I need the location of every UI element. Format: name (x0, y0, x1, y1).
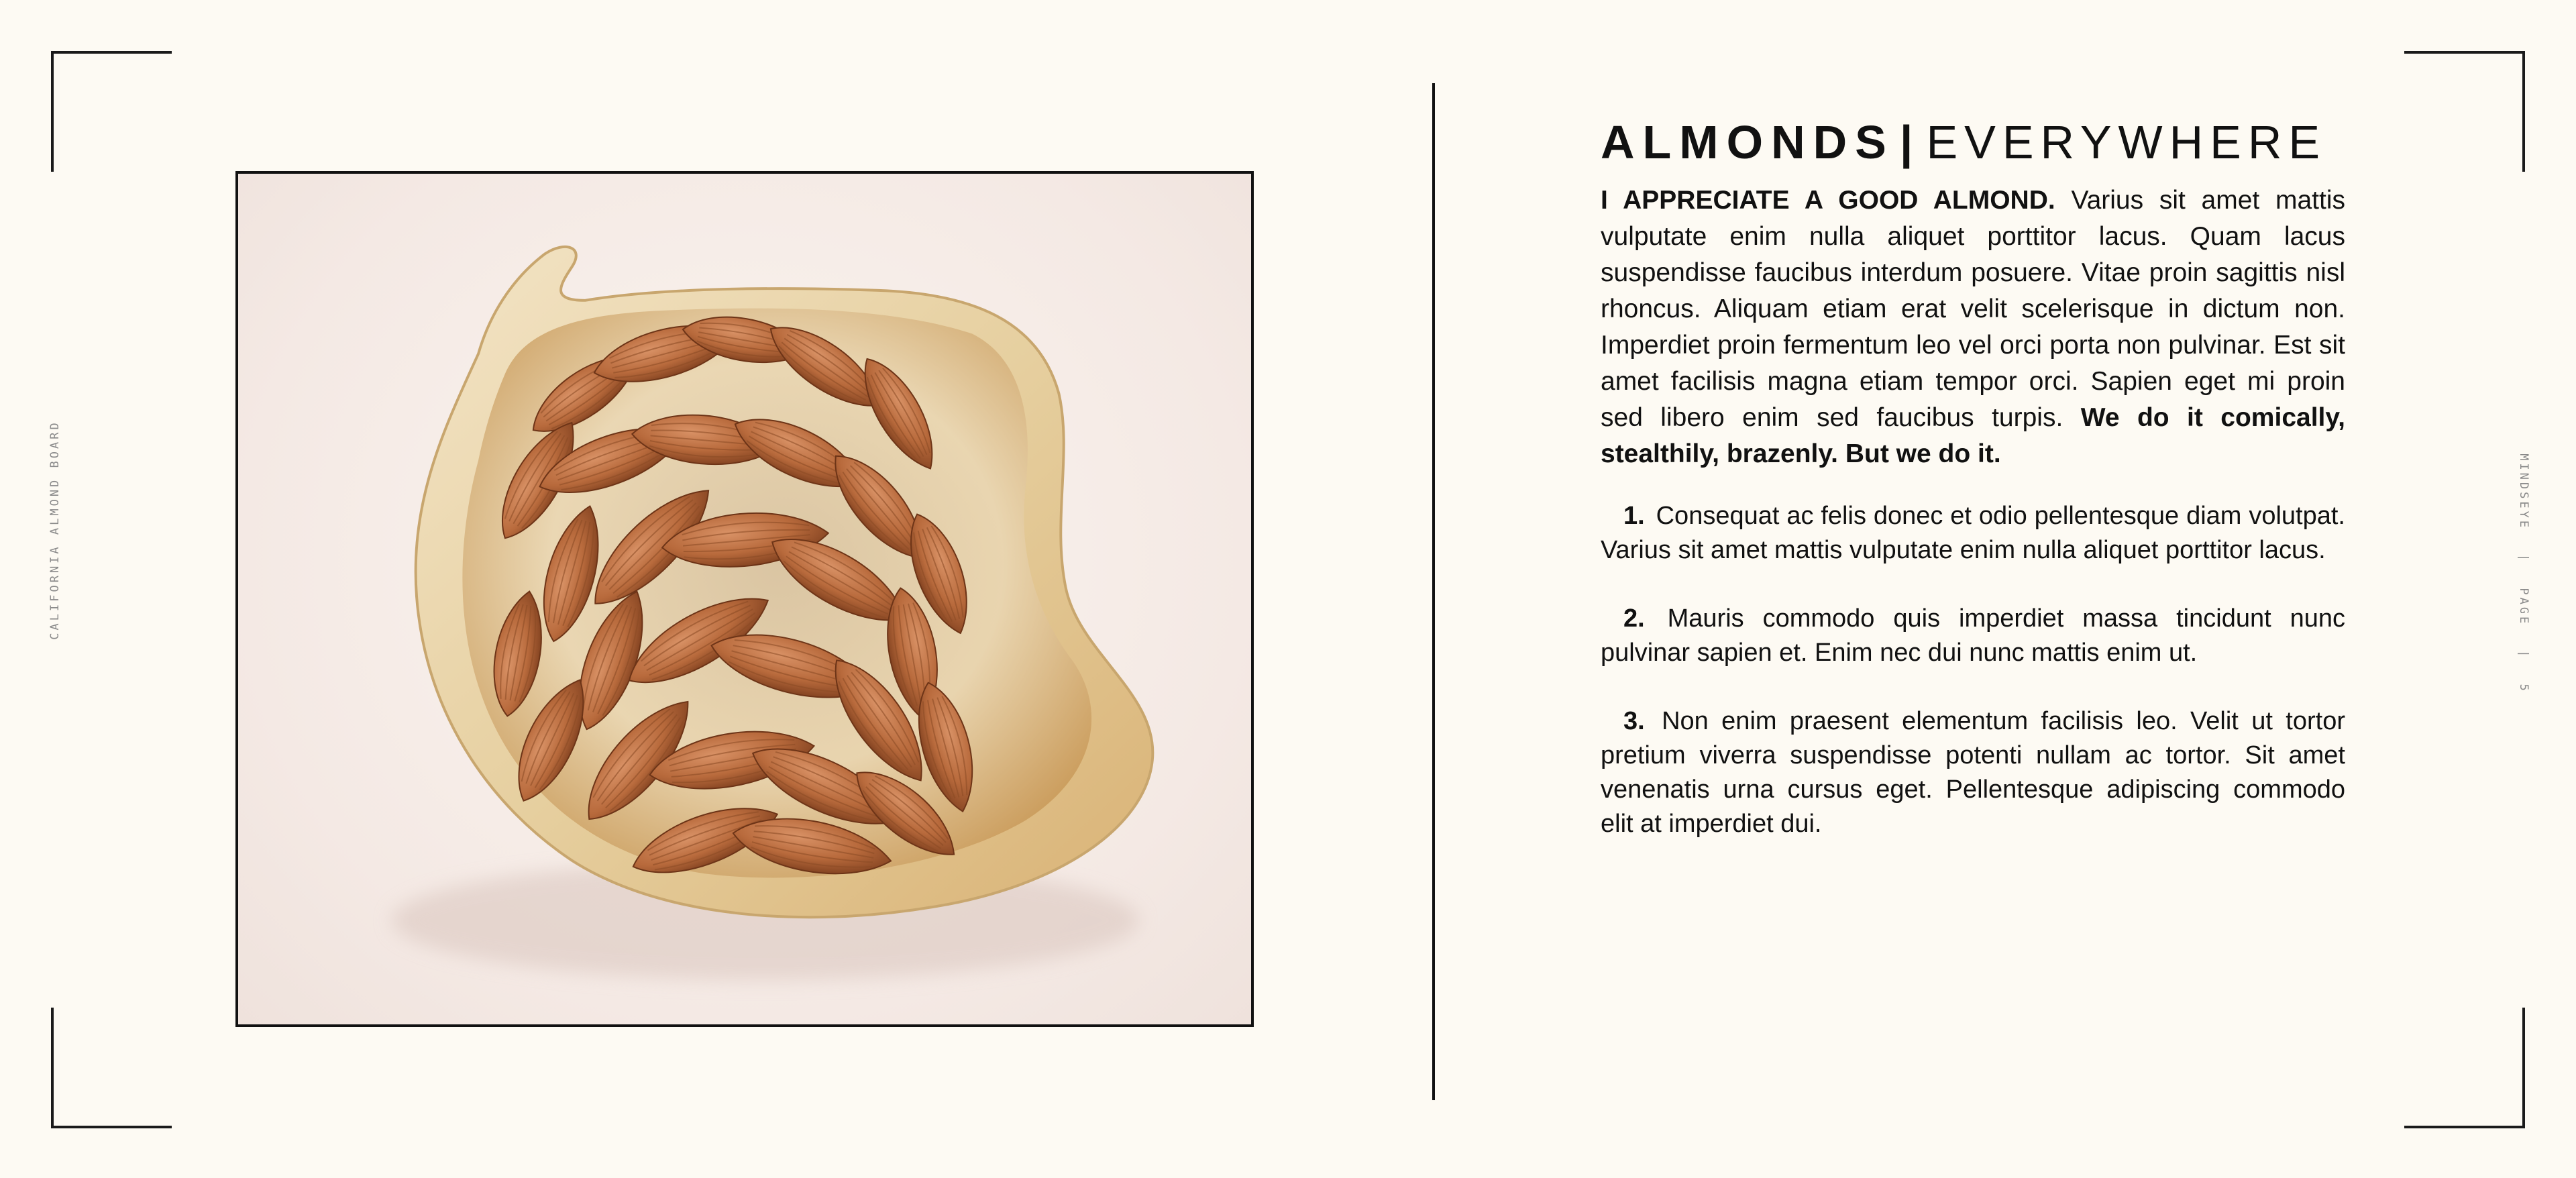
list-item (1601, 602, 2345, 670)
intro-closing: We do it comically, stealthily, brazenly. But we do it. (1601, 403, 2345, 468)
list-text: Consequat ac felis donec et odio pellentesque diam volutpat. Varius sit amet mattis vulputate enim nulla aliquet porttitor lacus. (1601, 502, 2345, 564)
sidebar-right-label (2517, 441, 2530, 706)
list-text: Mauris commodo quis imperdiet massa tincidunt nunc pulvinar sapien et. Enim nec dui nunc mattis enim ut. (1601, 604, 2345, 667)
corner-mark-bottom-right (2404, 1008, 2525, 1128)
intro-paragraph (1601, 182, 2345, 472)
list-number: 3. (1623, 707, 1645, 735)
page-divider (1432, 83, 1435, 1100)
numbered-list (1601, 499, 2345, 841)
list-text: Non enim praesent elementum facilisis leo. Velit ut tortor pretium viverra suspendisse potenti nullam ac tortor. Sit amet venenatis urna cursus eget. Pellentesque adipiscing commodo elit at imperdiet dui. (1601, 707, 2345, 838)
title-bold: ALMONDS (1601, 116, 1894, 168)
list-item (1601, 499, 2345, 568)
separator: | (2517, 650, 2530, 660)
article (1601, 113, 2345, 875)
page-title (1601, 113, 2345, 172)
intro-lead: I APPRECIATE A GOOD ALMOND. (1601, 186, 2055, 215)
sidebar-left-label: CALIFORNIA ALMOND BOARD (48, 420, 62, 640)
intro-body: Varius sit amet mattis vulputate enim nulla aliquet porttitor lacus. Quam lacus suspendisse faucibus interdum posuere. Vitae proin sagittis nisl rhoncus. Aliquam etiam erat velit scelerisque in dictum non. Imperdiet proin fermentum leo vel orci porta non pulvinar. Est sit amet facilisis magna etiam tempor orci. Sapien eget mi proin sed libero enim sed faucibus turpis. (1601, 186, 2345, 432)
page-label: PAGE (2517, 588, 2530, 627)
corner-mark-top-left (51, 51, 172, 172)
title-separator: | (1899, 116, 1913, 168)
list-number: 1. (1623, 502, 1645, 530)
brand-name: MINDSEYE (2517, 453, 2530, 531)
title-light: EVERYWHERE (1926, 116, 2327, 168)
list-number: 2. (1623, 604, 1645, 633)
almond-bowl-photo (235, 171, 1254, 1027)
page-number: 5 (2517, 684, 2530, 694)
list-item (1601, 704, 2345, 841)
corner-mark-bottom-left (51, 1008, 172, 1128)
corner-mark-top-right (2404, 51, 2525, 172)
separator: | (2517, 554, 2530, 564)
almond-bowl-illustration (238, 174, 1251, 1024)
